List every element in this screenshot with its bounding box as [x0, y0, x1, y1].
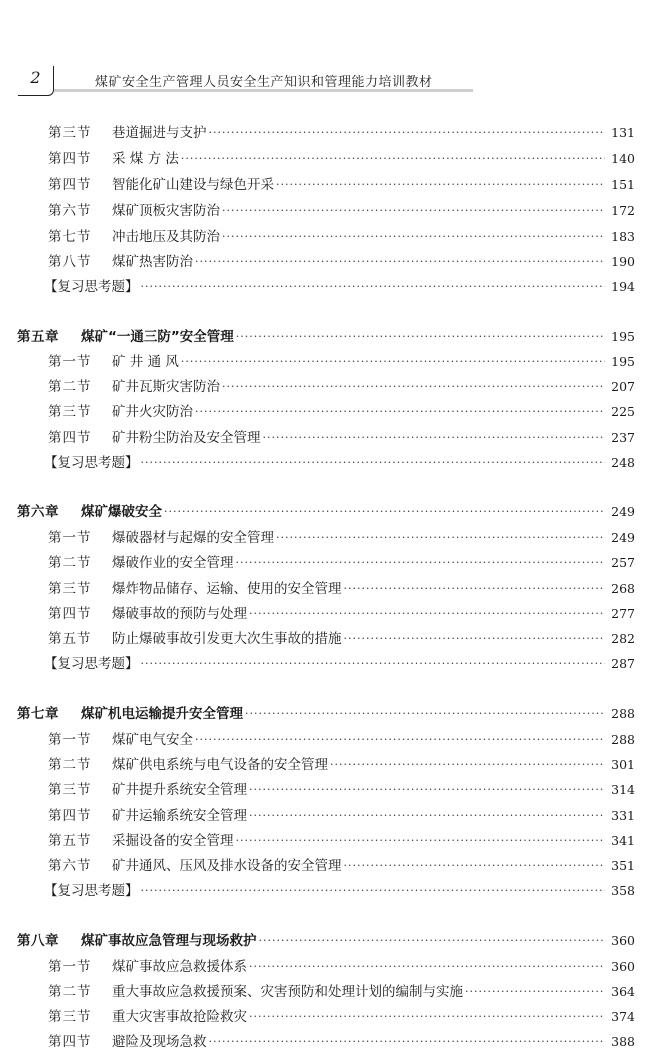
page-ref: 360: [611, 959, 635, 974]
section-number: 第六节: [48, 858, 92, 874]
page-ref: 195: [611, 329, 635, 344]
toc-entry[interactable]: [48, 754, 635, 774]
toc-entry[interactable]: [48, 981, 635, 1001]
section-title: 煤矿事故应急救援体系: [112, 959, 247, 975]
toc-entry[interactable]: [48, 855, 635, 875]
chapter-number: 第七章: [17, 706, 59, 722]
page-ref: 190: [611, 254, 635, 269]
section-title: 避险及现场急救: [112, 1034, 207, 1050]
page-ref: 249: [611, 530, 635, 545]
dot-leader: [209, 124, 606, 142]
section-title: 采掘设备的安全管理: [112, 833, 234, 849]
chapter-title: 煤矿事故应急管理与现场救护: [81, 933, 257, 949]
page-ref: 195: [611, 354, 635, 369]
page-ref: 249: [611, 504, 635, 519]
dot-leader: [195, 253, 605, 271]
section-title: 矿井火灾防治: [112, 404, 193, 420]
dot-leader: [195, 403, 605, 421]
page-ref: 140: [611, 151, 635, 166]
toc-entry[interactable]: [48, 401, 635, 421]
dot-leader: [344, 630, 606, 648]
dot-leader: [276, 529, 605, 547]
section-number: 第三节: [48, 404, 92, 420]
toc-entry[interactable]: [44, 276, 635, 296]
page-ref: 151: [611, 177, 635, 192]
section-title: 巷道掘进与支护: [112, 125, 207, 141]
page-ref: 172: [611, 203, 635, 218]
toc-entry[interactable]: [48, 1006, 635, 1026]
section-number: 第四节: [48, 151, 92, 167]
dot-leader: [236, 328, 605, 346]
review-questions: 【复习思考题】: [44, 279, 139, 295]
chapter-title: 煤矿爆破安全: [81, 504, 162, 520]
section-number: 第一节: [48, 530, 92, 546]
toc-entry[interactable]: [48, 779, 635, 799]
section-title: 防止爆破事故引发更大次生事故的措施: [112, 631, 342, 647]
toc-entry[interactable]: [48, 805, 635, 825]
dot-leader: [141, 454, 606, 472]
dot-leader: [249, 781, 605, 799]
page-ref: 314: [611, 782, 635, 797]
chapter-number: 第五章: [17, 329, 59, 345]
toc-entry[interactable]: [48, 226, 635, 246]
page-ref: 331: [611, 808, 635, 823]
page-ref: 194: [611, 279, 635, 294]
section-title: 矿井提升系统安全管理: [112, 782, 247, 798]
page-ref: 237: [611, 430, 635, 445]
section-title: 爆破作业的安全管理: [112, 555, 234, 571]
section-number: 第四节: [48, 1034, 92, 1050]
section-title: 爆破事故的预防与处理: [112, 606, 247, 622]
section-number: 第五节: [48, 631, 92, 647]
chapter-number: 第八章: [17, 933, 59, 949]
section-title: 矿井瓦斯灾害防治: [112, 379, 220, 395]
dot-leader: [195, 731, 605, 749]
review-questions: 【复习思考题】: [44, 883, 139, 899]
section-title: 煤矿顶板灾害防治: [112, 203, 220, 219]
section-title: 智能化矿山建设与绿色开采: [112, 177, 274, 193]
toc-chapter[interactable]: [17, 930, 635, 950]
section-title: 爆炸物品储存、运输、使用的安全管理: [112, 581, 342, 597]
section-number: 第五节: [48, 833, 92, 849]
section-number: 第二节: [48, 379, 92, 395]
section-number: 第三节: [48, 782, 92, 798]
toc-chapter[interactable]: [17, 703, 635, 723]
section-number: 第二节: [48, 984, 92, 1000]
section-number: 第一节: [48, 959, 92, 975]
dot-leader: [236, 832, 606, 850]
dot-leader: [181, 353, 605, 371]
toc-entry[interactable]: [48, 1031, 635, 1051]
section-number: 第四节: [48, 606, 92, 622]
toc-entry[interactable]: [44, 653, 635, 673]
dot-leader: [344, 857, 606, 875]
page-ref: 388: [611, 1034, 635, 1049]
page-ref: 288: [611, 732, 635, 747]
dot-leader: [222, 228, 605, 246]
dot-leader: [249, 1008, 605, 1026]
section-number: 第四节: [48, 430, 92, 446]
toc-entry[interactable]: [48, 830, 635, 850]
page-ref: 374: [611, 1009, 635, 1024]
dot-leader: [245, 705, 605, 723]
section-number: 第二节: [48, 757, 92, 773]
section-title: 冲击地压及其防治: [112, 229, 220, 245]
dot-leader: [181, 150, 605, 168]
toc-entry[interactable]: [48, 351, 635, 371]
page-ref: 277: [611, 606, 635, 621]
page-ref: 358: [611, 883, 635, 898]
section-number: 第七节: [48, 229, 92, 245]
section-number: 第八节: [48, 254, 92, 270]
section-number: 第三节: [48, 1009, 92, 1025]
dot-leader: [249, 807, 605, 825]
section-number: 第四节: [48, 177, 92, 193]
section-number: 第六节: [48, 203, 92, 219]
section-title: 煤矿供电系统与电气设备的安全管理: [112, 757, 328, 773]
section-title: 重大事故应急救援预案、灾害预防和处理计划的编制与实施: [112, 984, 463, 1000]
toc-chapter[interactable]: [17, 501, 635, 521]
toc-entry[interactable]: [48, 174, 635, 194]
dot-leader: [276, 176, 605, 194]
page-ref: 341: [611, 833, 635, 848]
section-title: 爆破器材与起爆的安全管理: [112, 530, 274, 546]
page-header: [0, 62, 650, 102]
review-questions: 【复习思考题】: [44, 656, 139, 672]
page-ref: 282: [611, 631, 635, 646]
section-title: 矿井粉尘防治及安全管理: [112, 430, 261, 446]
dot-leader: [222, 378, 605, 396]
toc-entry[interactable]: [48, 251, 635, 271]
review-questions: 【复习思考题】: [44, 455, 139, 471]
section-title: 矿井通风、压风及排水设备的安全管理: [112, 858, 342, 874]
section-title: 矿 井 通 风: [112, 354, 179, 370]
dot-leader: [236, 554, 606, 572]
toc-entry[interactable]: [48, 376, 635, 396]
page-ref: 301: [611, 757, 635, 772]
page-ref: 288: [611, 706, 635, 721]
section-number: 第一节: [48, 732, 92, 748]
toc-entry[interactable]: [48, 956, 635, 976]
toc-entry[interactable]: [48, 427, 635, 447]
page-ref: 257: [611, 555, 635, 570]
toc-entry[interactable]: [48, 729, 635, 749]
page-ref: 364: [611, 984, 635, 999]
page-ref: 351: [611, 858, 635, 873]
dot-leader: [141, 655, 606, 673]
dot-leader: [164, 503, 605, 521]
page-ref: 268: [611, 581, 635, 596]
dot-leader: [330, 756, 605, 774]
toc-entry[interactable]: [48, 148, 635, 168]
section-number: 第二节: [48, 555, 92, 571]
chapter-number: 第六章: [17, 504, 59, 520]
dot-leader: [209, 1033, 606, 1051]
section-title: 煤矿热害防治: [112, 254, 193, 270]
section-number: 第一节: [48, 354, 92, 370]
dot-leader: [249, 605, 605, 623]
section-title: 重大灾害事故抢险救灾: [112, 1009, 247, 1025]
toc-entry[interactable]: [48, 628, 635, 648]
toc-entry[interactable]: [44, 452, 635, 472]
section-number: 第三节: [48, 581, 92, 597]
toc-entry[interactable]: [48, 122, 635, 142]
dot-leader: [344, 580, 606, 598]
section-title: 采 煤 方 法: [112, 151, 179, 167]
toc-chapter[interactable]: [17, 326, 635, 346]
dot-leader: [259, 932, 606, 950]
page-ref: 131: [611, 125, 635, 140]
dot-leader: [263, 429, 606, 447]
page-ref: 248: [611, 455, 635, 470]
toc-entry[interactable]: [48, 578, 635, 598]
page-ref: 207: [611, 379, 635, 394]
chapter-title: 煤矿“一通三防”安全管理: [81, 329, 234, 345]
page-number: 2: [18, 66, 54, 96]
section-number: 第四节: [48, 808, 92, 824]
toc-entry[interactable]: [44, 880, 635, 900]
chapter-title: 煤矿机电运输提升安全管理: [81, 706, 243, 722]
toc-entry[interactable]: [48, 527, 635, 547]
toc-entry[interactable]: [48, 552, 635, 572]
page-ref: 360: [611, 933, 635, 948]
toc-entry[interactable]: [48, 603, 635, 623]
dot-leader: [141, 882, 606, 900]
dot-leader: [141, 278, 606, 296]
book-title: 煤矿安全生产管理人员安全生产知识和管理能力培训教材: [95, 75, 433, 90]
section-title: 煤矿电气安全: [112, 732, 193, 748]
dot-leader: [249, 958, 605, 976]
section-title: 矿井运输系统安全管理: [112, 808, 247, 824]
dot-leader: [222, 202, 605, 220]
page-ref: 183: [611, 229, 635, 244]
toc-entry[interactable]: [48, 200, 635, 220]
section-number: 第三节: [48, 125, 92, 141]
dot-leader: [465, 983, 605, 1001]
page-ref: 287: [611, 656, 635, 671]
page-ref: 225: [611, 404, 635, 419]
